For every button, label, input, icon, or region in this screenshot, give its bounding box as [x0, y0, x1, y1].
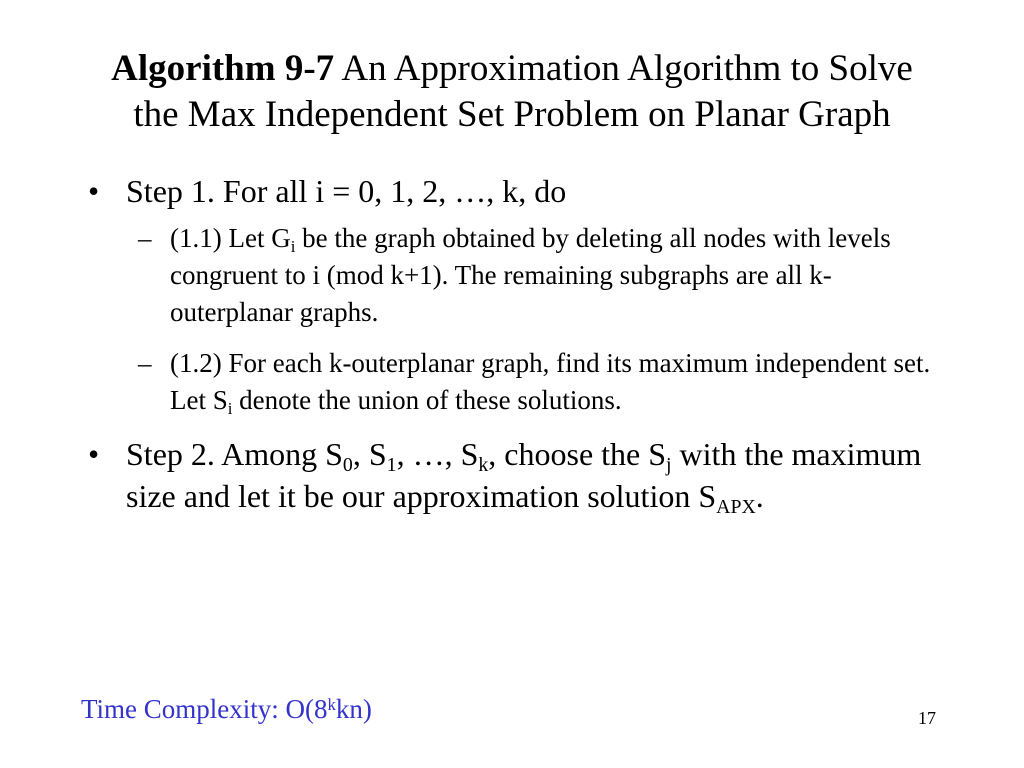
step-1-text: Step 1. For all i = 0, 1, 2, …, k, do [126, 173, 567, 209]
time-complexity [81, 692, 372, 726]
dash-icon: – [138, 223, 152, 253]
complexity-text-b: kn) [335, 694, 372, 724]
step-1-2-text-b: denote the union of these solutions. [232, 385, 622, 415]
superscript-k: k [327, 695, 336, 715]
step-1-1 [88, 220, 948, 331]
title-text-1: An Approximation Algorithm to Solve [341, 48, 913, 89]
dash-icon: – [138, 348, 152, 378]
subscript-1: 1 [386, 454, 397, 477]
step-2 [88, 433, 948, 517]
slide-body [88, 170, 948, 525]
subscript-j: j [666, 454, 672, 477]
step-1-1-text-a: (1.1) Let G [170, 223, 291, 253]
subscript-i: i [290, 237, 296, 257]
step-1-2-text-a: (1.2) For each k-outerplanar graph, find its maximum independent set. Let S [170, 348, 931, 415]
subscript-k: k [478, 454, 489, 477]
title-line-2: the Max Independent Set Problem on Planar Graph [133, 94, 891, 135]
step-1-2 [88, 345, 948, 419]
title-line-1 [0, 46, 1024, 92]
step-1-1-text-b: be the graph obtained by deleting all nodes with levels congruent to i (mod k+1). The remaining subgraphs are all k-outerplanar graphs. [170, 223, 891, 327]
step-2-text-6: . [755, 478, 764, 514]
step-1 [88, 170, 948, 212]
step-2-text-4: , choose the S [488, 436, 667, 472]
algorithm-label: Algorithm 9-7 [111, 48, 335, 89]
page-number: 17 [918, 708, 936, 728]
step-2-text-3: , …, S [396, 436, 479, 472]
bullet-icon: • [88, 173, 100, 209]
complexity-text-a: Time Complexity: O(8 [81, 694, 328, 724]
step-2-text-2: , S [352, 436, 387, 472]
step-2-text-1: Step 2. Among S [126, 436, 343, 472]
step-2-text-5: with the maximum size and let it be our approximation solution S [126, 436, 922, 514]
subscript-apx: APX [716, 496, 756, 519]
slide-title [0, 46, 1024, 138]
subscript-0: 0 [342, 454, 353, 477]
bullet-icon: • [88, 436, 100, 472]
subscript-i: i [227, 399, 233, 419]
